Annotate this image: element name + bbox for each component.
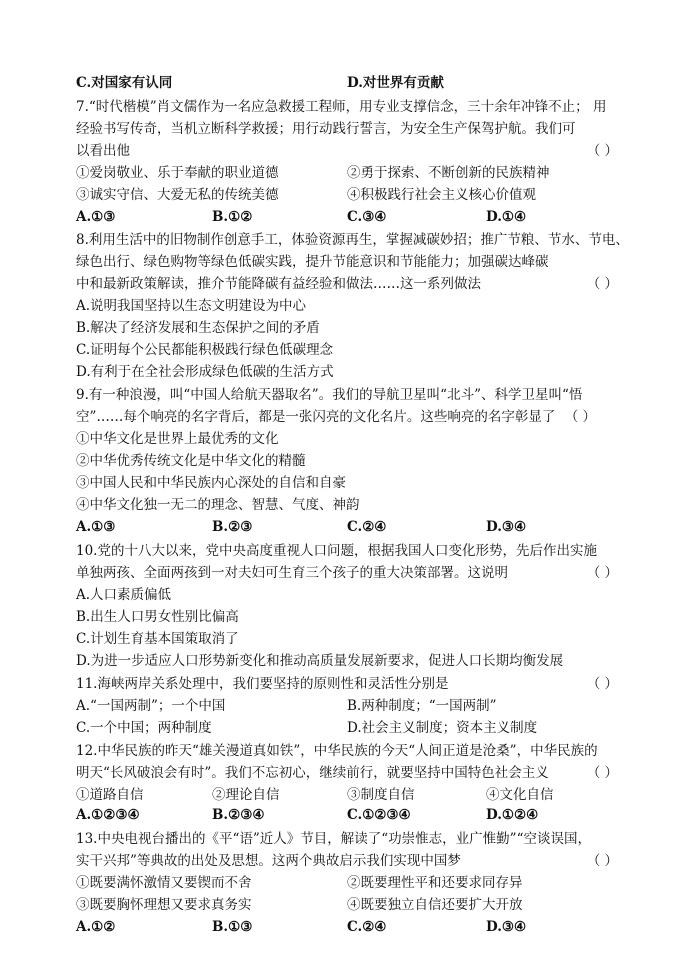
q13-statements-12	[76, 873, 618, 893]
q13-stem-line-1: 13.中央电视台播出的《平“语”近人》节目，解读了“功崇惟志，业广惟勤”“空谈误国，	[76, 831, 591, 847]
statement-3: ③既要胸怀理想又要求真务实	[76, 897, 252, 913]
statement-2: ②勇于探索、不断创新的民族精神	[347, 165, 550, 181]
q9-statement-4: ④中华文化独一无二的理念、智慧、气度、神韵	[76, 497, 360, 513]
q9-stem-line-2	[76, 407, 618, 427]
option-a: A.①③	[76, 519, 116, 535]
q13-answer-options	[76, 917, 618, 937]
option-c: C.一个中国；两种制度	[76, 720, 212, 736]
q8-option-a: A.说明我国坚持以生态文明建设为中心	[76, 298, 307, 314]
q10-option-a: A.人口素质偏低	[76, 587, 172, 603]
q9-statement-2: ②中华优秀传统文化是中华文化的精髓	[76, 453, 306, 469]
option-c: C.①②③④	[347, 807, 411, 823]
q12-stem-line-2	[76, 763, 618, 783]
q10-option-c: C.计划生育基本国策取消了	[76, 631, 239, 647]
q7-statements-34	[76, 185, 618, 205]
q9-statement-1: ①中华文化是世界上最优秀的文化	[76, 431, 279, 447]
q8-stem-line-2: 绿色出行、绿色购物等绿色低碳实践，提升节能意识和节能能力；加强碳达峰碳	[76, 254, 549, 270]
q10-option-d: D.为进一步适应人口形势新变化和推动高质量发展新要求，促进人口长期均衡发展	[76, 653, 564, 669]
option-d: D.③④	[486, 919, 527, 935]
statement-1: ①既要满怀激情又要锲而不舍	[76, 875, 252, 891]
option-b: B.②③④	[212, 807, 265, 823]
q7-stem-text: 以看出他	[76, 143, 130, 159]
answer-bracket: （ ）	[586, 143, 618, 159]
q7-answer-options	[76, 207, 618, 227]
statement-4: ④积极践行社会主义核心价值观	[347, 187, 536, 203]
q8-option-c: C.证明每个公民都能积极践行绿色低碳理念	[76, 342, 334, 358]
option-d: D.对世界有贡献	[347, 75, 444, 91]
q7-stem-line-2: 经验书写传奇，当机立断科学救援；用行动践行誓言，为安全生产保驾护航。我们可	[76, 121, 576, 137]
q8-option-d: D.有利于在全社会形成绿色低碳的生活方式	[76, 364, 334, 380]
q10-option-b: B.出生人口男女性别比偏高	[76, 609, 239, 625]
q10-stem-line-1: 10.党的十八大以来，党中央高度重视人口问题，根据我国人口变化形势，先后作出实施	[76, 543, 597, 559]
statement-2: ②既要理性平和还要求同存异	[347, 875, 523, 891]
q11-options-ab	[76, 696, 618, 716]
q7-stem-line-1: 7.“时代楷模”肖文儒作为一名应急救援工程师，用专业支撑信念，三十余年冲锋不止； 用	[76, 99, 607, 115]
answer-bracket: （ ）	[586, 676, 618, 692]
q11-options-cd	[76, 718, 618, 738]
option-d: D.①②④	[486, 807, 539, 823]
option-b: B.两种制度；“一国两制”	[347, 698, 497, 714]
answer-bracket: （ ）	[564, 409, 596, 425]
q10-stem-text: 单独两孩、全面两孩到一对夫妇可生育三个孩子的重大决策部署。这说明	[76, 565, 508, 581]
option-c: C.对国家有认同	[76, 75, 173, 91]
option-c: C.②④	[347, 919, 387, 935]
statement-2: ②理论自信	[212, 787, 280, 803]
q8-stem-line-3	[76, 274, 618, 294]
statement-1: ①道路自信	[76, 787, 144, 803]
q12-stem-text: 明天“长风破浪会有时”。我们不忘初心，继续前行，就要坚持中国特色社会主义	[76, 765, 549, 781]
q8-stem-line-1: 8.利用生活中的旧物制作创意手工，体验资源再生，掌握减碳妙招；推广节粮、节水、节电、	[76, 232, 629, 248]
option-b: B.②③	[212, 519, 253, 535]
option-a: A.“一国两制”；一个中国	[76, 698, 226, 714]
q9-answer-options	[76, 517, 618, 537]
option-c: C.③④	[347, 209, 387, 225]
q13-statements-34	[76, 895, 618, 915]
option-d: D.③④	[486, 519, 527, 535]
statement-3: ③诚实守信、大爱无私的传统美德	[76, 187, 279, 203]
option-b: B.①③	[212, 919, 253, 935]
q12-statements	[76, 785, 618, 805]
q9-stem-text: 空”……每个响亮的名字背后，都是一张闪亮的文化名片。这些响亮的名字彰显了	[76, 409, 556, 425]
option-d: D.社会主义制度；资本主义制度	[347, 720, 538, 736]
option-a: A.①②	[76, 919, 116, 935]
q11-stem	[76, 674, 618, 694]
option-a: A.①②③④	[76, 807, 140, 823]
q8-option-b: B.解决了经济发展和生态保护之间的矛盾	[76, 320, 320, 336]
statement-1: ①爱岗敬业、乐于奉献的职业道德	[76, 165, 279, 181]
q8-stem-text: 中和最新政策解读，推介节能降碳有益经验和做法……这一系列做法	[76, 276, 481, 292]
answer-bracket: （ ）	[586, 276, 618, 292]
answer-bracket: （ ）	[586, 853, 618, 869]
q9-statement-3: ③中国人民和中华民族内心深处的自信和自豪	[76, 475, 346, 491]
statement-3: ③制度自信	[347, 787, 415, 803]
statement-4: ④文化自信	[486, 787, 554, 803]
statement-4: ④既要独立自信还要扩大开放	[347, 897, 523, 913]
q12-answer-options	[76, 805, 618, 825]
option-d: D.①④	[486, 209, 527, 225]
q12-stem-line-1: 12.中华民族的昨天“雄关漫道真如铁”，中华民族的今天“人间正道是沧桑”，中华民族的	[76, 743, 598, 759]
q7-statements-12	[76, 163, 618, 183]
option-b: B.①②	[212, 209, 253, 225]
option-a: A.①③	[76, 209, 116, 225]
answer-bracket: （ ）	[586, 565, 618, 581]
q13-stem-text: 实干兴邦”等典故的出处及思想。这两个典故启示我们实现中国梦	[76, 853, 461, 869]
q10-stem-line-2	[76, 563, 618, 583]
option-c: C.②④	[347, 519, 387, 535]
q9-stem-line-1: 9.有一种浪漫，叫“中国人给航天器取名”。我们的导航卫星叫“北斗”、科学卫星叫“悟	[76, 387, 583, 403]
q13-stem-line-2	[76, 851, 618, 871]
q6-options-cd	[76, 73, 618, 93]
q7-stem-line-3	[76, 141, 618, 161]
answer-bracket: （ ）	[586, 765, 618, 781]
q11-stem-text: 11.海峡两岸关系处理中，我们要坚持的原则性和灵活性分别是	[76, 676, 449, 692]
